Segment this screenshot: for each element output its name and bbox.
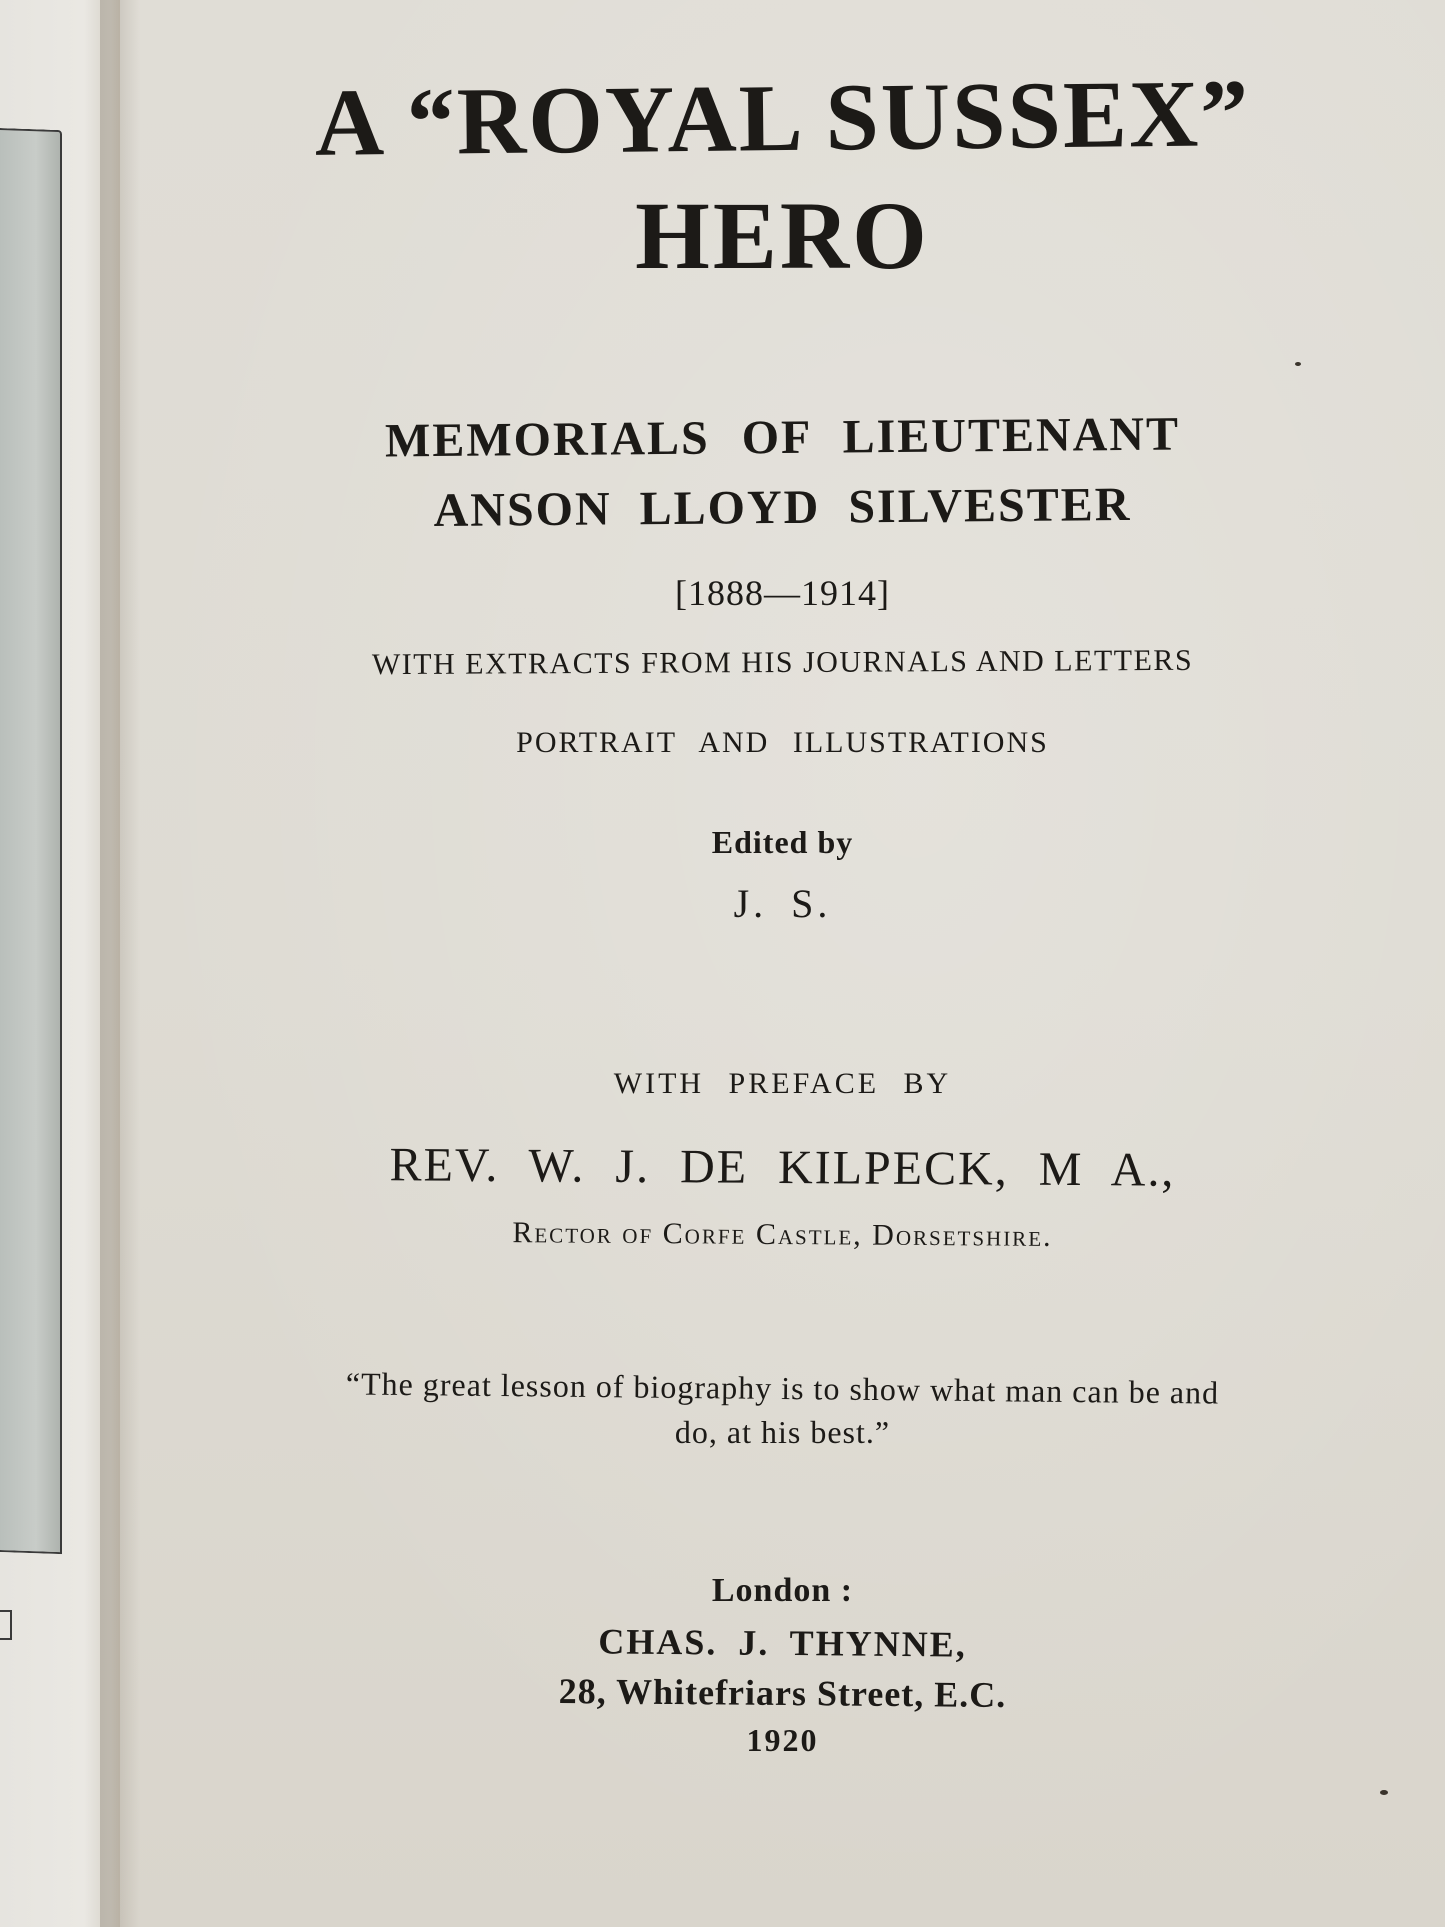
book-title-line-2: HERO: [635, 182, 930, 289]
epigraph-line-1: “The great lesson of biography is to show what man can be and: [345, 1365, 1220, 1411]
imprint-city: London :: [711, 1572, 854, 1609]
portrait-line: PORTRAIT AND ILLUSTRATIONS: [516, 726, 1049, 759]
epigraph-line-2: do, at his best.”: [674, 1414, 891, 1450]
paper-speck: [1380, 1790, 1388, 1795]
gutter-shadow: [100, 0, 140, 1927]
life-dates: [1888—1914]: [675, 573, 890, 613]
plate-bracket-mark: [0, 1610, 12, 1640]
subtitle-line-2: ANSON LLOYD SILVESTER: [433, 477, 1132, 538]
extracts-line: WITH EXTRACTS FROM HIS JOURNALS AND LETTERS: [371, 643, 1194, 682]
preface-author-position: Rector of Corfe Castle, Dorsetshire.: [512, 1216, 1053, 1253]
paper-speck: [1295, 362, 1301, 366]
editor-initials: J. S.: [733, 881, 832, 926]
book-title-line-1: A “ROYAL SUSSEX”: [314, 59, 1251, 176]
title-page: [120, 0, 1445, 1927]
imprint-address: 28, Whitefriars Street, E.C.: [558, 1671, 1007, 1715]
preface-label: WITH PREFACE BY: [613, 1067, 952, 1100]
subtitle-line-1: MEMORIALS OF LIEUTENANT: [384, 407, 1181, 468]
edited-by-label: Edited by: [711, 824, 854, 860]
preface-author: REV. W. J. DE KILPECK, M A.,: [389, 1138, 1176, 1197]
imprint-year: 1920: [746, 1722, 819, 1758]
frontispiece-plate: [0, 128, 62, 1554]
imprint-publisher: CHAS. J. THYNNE,: [598, 1621, 967, 1665]
